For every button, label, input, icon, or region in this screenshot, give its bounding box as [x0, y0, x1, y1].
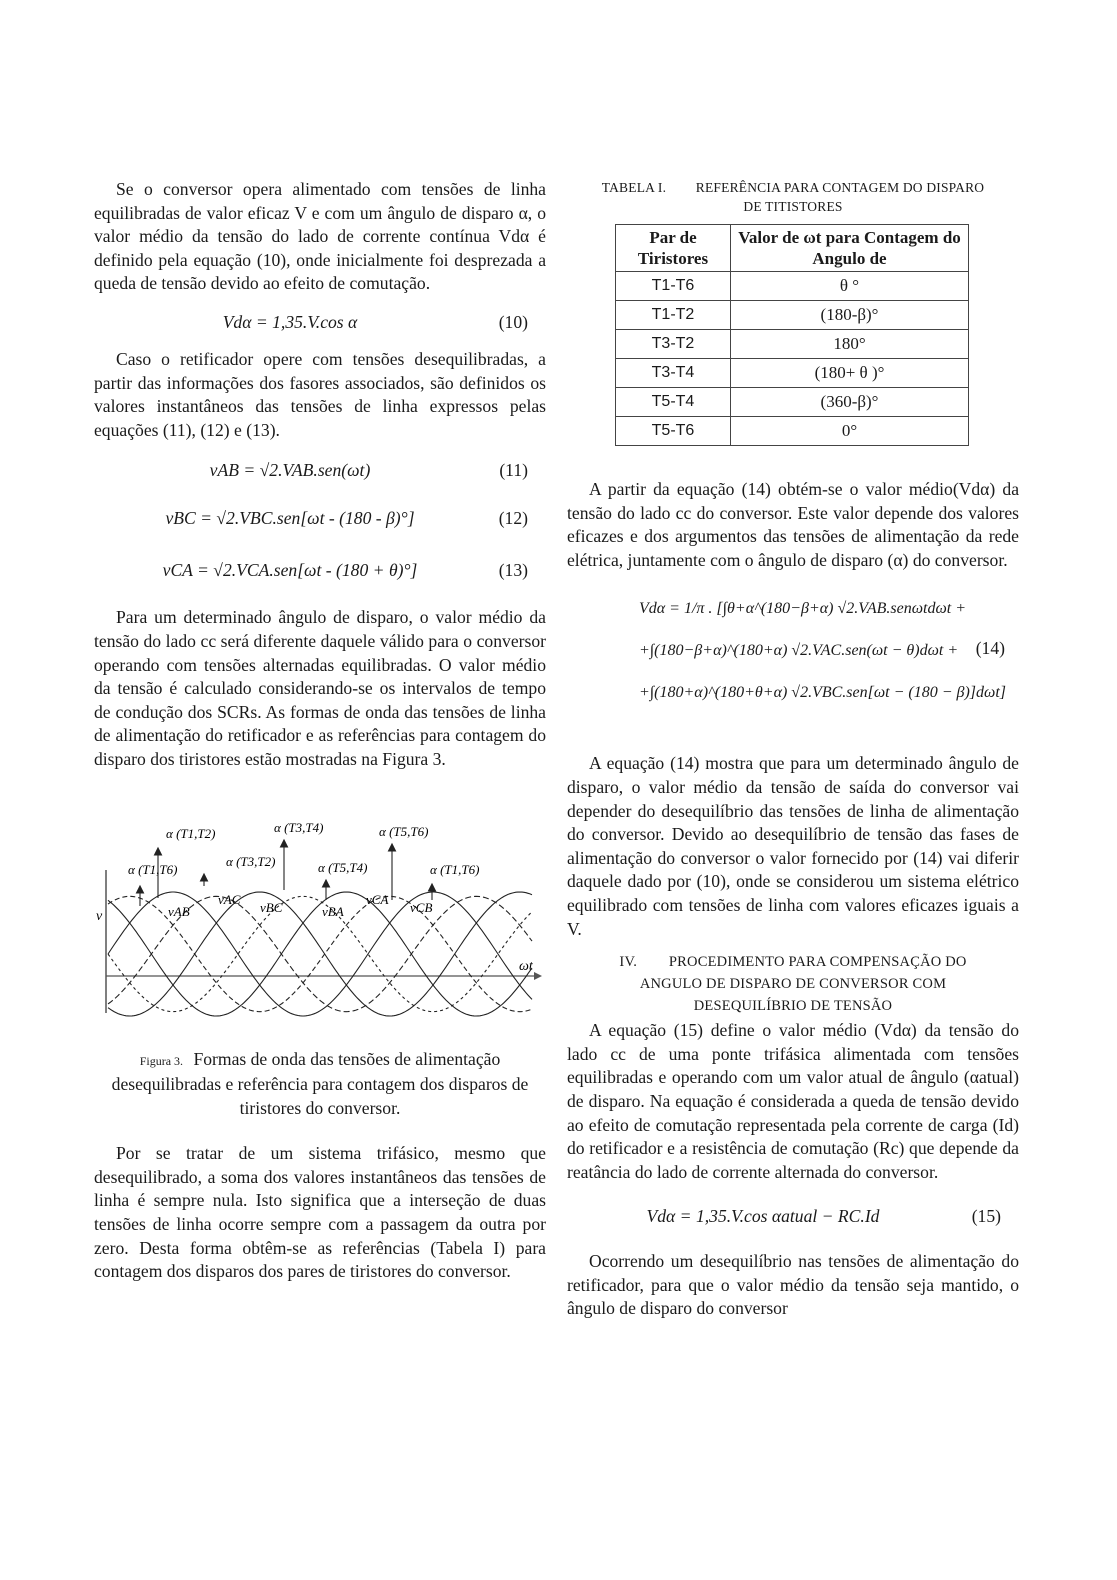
table-cell: (180+ θ )° — [731, 359, 969, 388]
paragraph: Por se tratar de um sistema trifásico, mesmo que desequilibrado, a soma dos valores instantâneos das tensões de linha é sempre nula. Isto significa que a interseção de duas tensões de linha ocorre sempre com a passagem da outra por zero. Desta forma obtêm-se as referências (Tabela I) para contagem dos disparos dos pares de tiristores do conversor. — [94, 1143, 546, 1282]
paragraph: Caso o retificador opere com tensões desequilibradas, a partir das informações dos fasores associados, são definidos os valores instantâneos das tensões de linha expressos pelas equações (11), (12) e (13). — [94, 348, 546, 440]
firing-arrow-head — [281, 840, 288, 847]
section-title: DESEQUILÍBRIO DE TENSÃO — [693, 998, 893, 1015]
equation-number: (14) — [975, 638, 1005, 659]
wave-label: vCB — [410, 899, 433, 915]
equation-10 — [94, 296, 546, 348]
section-number: IV. — [619, 954, 638, 971]
equation-number: (11) — [499, 460, 528, 481]
table-row — [616, 417, 969, 446]
alpha-label: α (T1,T6) — [128, 861, 178, 877]
table-cell: θ ° — [731, 272, 969, 301]
figure-3 — [94, 808, 546, 1048]
equation-number: (15) — [971, 1206, 1001, 1227]
equation-expression: vAB = √2.VAB.sen(ωt) — [209, 460, 371, 481]
firing-arrow-head — [323, 880, 330, 887]
reference-table — [615, 224, 969, 446]
paragraph: A partir da equação (14) obtém-se o valor médio(Vdα) da tensão do lado cc do conversor. Este valor depende dos valores eficazes e dos argumentos das tensões de alimentação da rede elétrica, juntamente com o ângulo de disparo (α) do conversor. — [567, 479, 1019, 570]
equation-expression: Vdα = 1,35.V.cos α — [222, 311, 358, 332]
table-row — [616, 272, 969, 301]
paragraph: Ocorrendo um desequilíbrio nas tensões de alimentação do retificador, para que o valor médio da tensão seja mantido, o ângulo de disparo do conversor — [567, 1251, 1019, 1319]
equation-15 — [567, 1184, 1019, 1250]
table-cell: T1-T2 — [616, 301, 731, 330]
figure-caption — [94, 1048, 546, 1121]
left-column — [94, 178, 546, 1284]
figure-label: Figura 3. — [139, 1053, 184, 1068]
alpha-label: α (T1,T2) — [166, 825, 216, 841]
table-cell: T3-T4 — [616, 359, 731, 388]
axis-v-label: v — [96, 908, 103, 924]
time-axis-arrow — [534, 972, 542, 980]
equation-number: (13) — [498, 560, 528, 581]
alpha-label: α (T3,T2) — [226, 853, 276, 869]
table-cell: T1-T6 — [616, 272, 731, 301]
firing-arrows — [137, 840, 436, 906]
section-heading — [567, 951, 1019, 1017]
alpha-label: α (T5,T4) — [318, 859, 368, 875]
equation-line: +∫(180+α)^(180+θ+α) √2.VBC.sen[ωt − (180 − β)]dωt] — [639, 684, 1006, 702]
table-cell: T3-T2 — [616, 330, 731, 359]
firing-arrow-head — [389, 844, 396, 851]
table-cell: T5-T6 — [616, 417, 731, 446]
wave-label: vAC — [218, 891, 241, 907]
table-row — [616, 301, 969, 330]
wave-label: vBA — [322, 903, 344, 919]
paragraph: A equação (15) define o valor médio (Vdα) da tensão do lado cc de uma ponte trifásica alimentada com tensões equilibradas e operando com um valor atual de ângulo (αatual) de disparo. Na equação é considerada a queda de tensão devido ao efeito de comutação representada pela corrente de carga (Id) do retificador e a resistência de comutação (Rc) que depende da reatância do lado de corrente alternada do conversor. — [567, 1020, 1019, 1182]
table-cell: (360-β)° — [731, 388, 969, 417]
table-cell: T5-T4 — [616, 388, 731, 417]
equation-line: +∫(180−β+α)^(180+α) √2.VAC.sen(ωt − θ)dωt + — [639, 642, 959, 660]
table-title: REFERÊNCIA PARA CONTAGEM DO DISPARO — [695, 180, 985, 195]
paragraph: A equação (14) mostra que para um determinado ângulo de disparo, o valor médio da tensão de saída do conversor vai depender do desequilíbrio das tensões de linha de alimentação do conversor. Devido ao desequilíbrio de tensão das fases de alimentação do conversor o valor fornecido por (14) vai diferir daquele dado por (10), onde se considerou um sistema elétrico equilibrado com tensões de linha com valores eficazes iguais a V. — [567, 753, 1019, 939]
equation-expression: vBC = √2.VBC.sen[ωt - (180 - β)°] — [165, 508, 415, 529]
wave-label: vAB — [168, 903, 190, 919]
alpha-label: α (T5,T6) — [379, 823, 429, 839]
firing-arrow-head — [155, 848, 162, 855]
firing-arrow-head — [201, 874, 208, 881]
alpha-label: α (T1,T6) — [430, 861, 480, 877]
table-header: Valor de ωt para Contagem do Angulo de — [731, 225, 969, 272]
equation-14 — [567, 592, 1019, 742]
equation-number: (12) — [498, 508, 528, 529]
paragraph: Se o conversor opera alimentado com tensões de linha equilibradas de valor eficaz V e com um ângulo de disparo α, o valor médio da tensão do lado de corrente contínua Vdα é definido pela equação (10), onde inicialmente foi desprezada a queda de tensão devido ao efeito de comutação. — [94, 179, 546, 294]
wave-label: vBC — [260, 899, 283, 915]
waveform-figure — [94, 808, 546, 1048]
firing-arrow-head — [137, 886, 144, 893]
section-title: PROCEDIMENTO PARA COMPENSAÇÃO DO — [668, 954, 967, 971]
table-title: DE TITISTORES — [743, 199, 843, 214]
axis-t-label: ωt — [519, 958, 533, 974]
equation-13 — [94, 548, 546, 600]
table-cell: 0° — [731, 417, 969, 446]
table-cell: (180-β)° — [731, 301, 969, 330]
equation-line: Vdα = 1/π . [∫θ+α^(180−β+α) √2.VAB.senωtdωt + — [639, 600, 966, 618]
table-row — [616, 388, 969, 417]
wave-label: vCA — [366, 891, 389, 907]
figure-caption-text: Formas de onda das tensões de alimentação desequilibradas e referência para contagem dos disparos de tiristores do conversor. — [111, 1048, 529, 1118]
equation-number: (10) — [498, 311, 528, 332]
section-title: ANGULO DE DISPARO DE CONVERSOR COM — [639, 976, 947, 993]
table-header: Par de Tiristores — [616, 225, 731, 272]
equation-expression: Vdα = 1,35.V.cos αatual − RC.Id — [646, 1206, 880, 1227]
equation-expression: vCA = √2.VCA.sen[ωt - (180 + θ)°] — [162, 560, 418, 581]
alpha-label: α (T3,T4) — [274, 819, 324, 835]
right-column — [567, 178, 1019, 1321]
table-cell: 180° — [731, 330, 969, 359]
equation-11 — [94, 442, 546, 496]
table-row — [616, 359, 969, 388]
paragraph: Para um determinado ângulo de disparo, o valor médio da tensão do lado cc será diferente daquele válido para o conversor operando com tensões alternadas equilibradas. O valor médio da tensão é calculado considerando-se os intervalos de tempo de condução dos SCRs. As formas de onda das tensões de linha de alimentação do retificador e as referências para contagem do disparo dos tiristores estão mostradas na Figura 3. — [94, 607, 546, 769]
table-label: TABELA I. — [601, 180, 667, 195]
table-caption — [567, 178, 1019, 216]
table-row — [616, 330, 969, 359]
equation-12 — [94, 496, 546, 548]
firing-arrow-head — [429, 884, 436, 891]
